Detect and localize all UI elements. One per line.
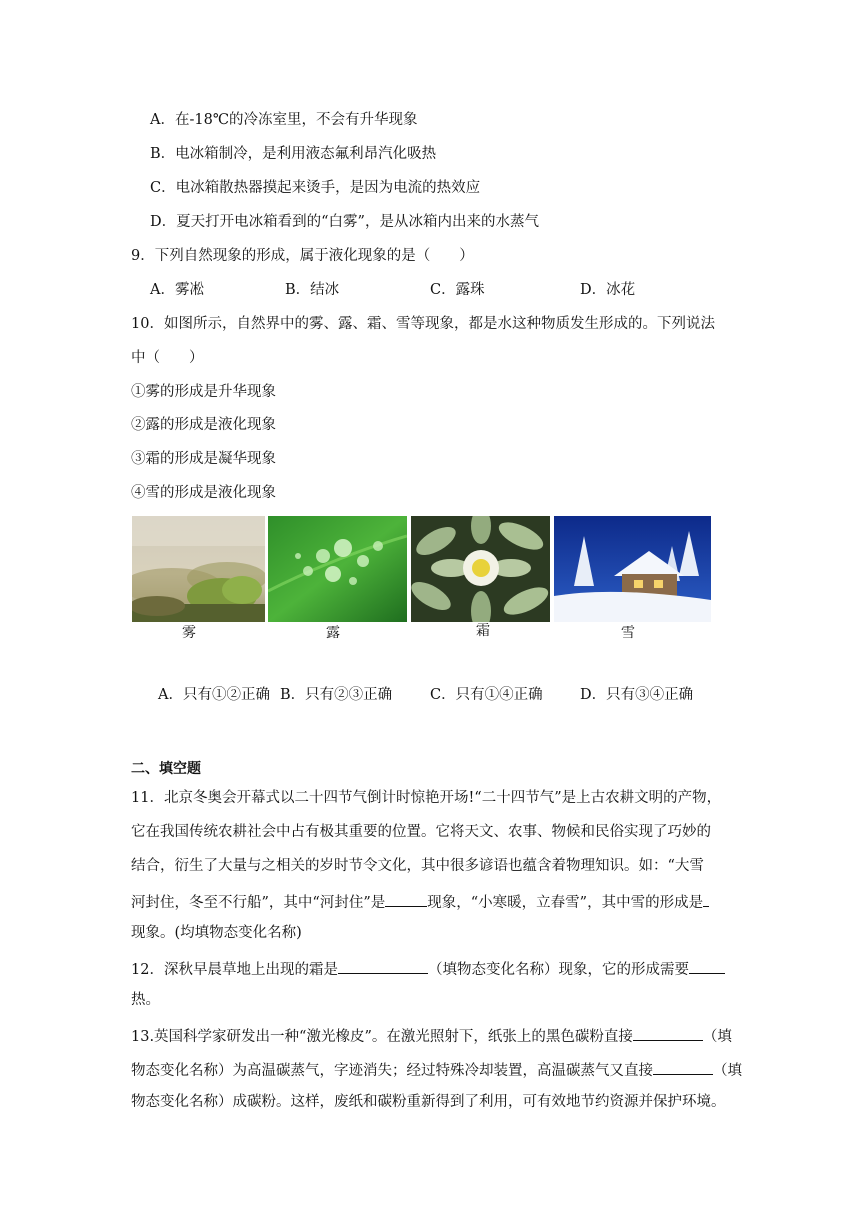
q10-stem-line2: 中（ ）: [131, 350, 204, 366]
q11-line1: 11．北京冬奥会开幕式以二十四节气倒计时惊艳开场!“二十四节气”是上古农耕文明的产物，: [131, 790, 722, 806]
q12-text-a: 12．深秋早晨草地上出现的霜是: [131, 962, 338, 978]
q10-statement-3: ③霜的形成是凝华现象: [131, 451, 276, 467]
q9-option-d: D．冰花: [580, 282, 636, 298]
q10-stem-line1: 10．如图所示，自然界中的雾、露、霜、雪等现象，都是水这种物质发生形成的。下列说法: [131, 316, 715, 332]
q10-option-a: A．只有①②正确: [158, 687, 270, 703]
q13-line2: [131, 1058, 742, 1081]
fog-caption: 雾: [182, 625, 196, 641]
q12-line2: 热。: [131, 992, 160, 1008]
q8-option-d: D．夏天打开电冰箱看到的“白雾”，是从冰箱内出来的水蒸气: [150, 214, 539, 230]
dew-caption: 露: [326, 625, 340, 641]
q11-line3: 结合，衍生了大量与之相关的岁时节令文化，其中很多谚语也蕴含着物理知识。如：“大雪: [131, 858, 704, 874]
q10-statement-2: ②露的形成是液化现象: [131, 417, 276, 433]
q11-blank-2[interactable]: [703, 890, 709, 907]
q12-line1: [131, 957, 725, 980]
q12-blank-1[interactable]: [338, 957, 428, 974]
q13-text-a: 13.英国科学家研发出一种“激光橡皮”。在激光照射下，纸张上的黑色碳粉直接: [131, 1029, 633, 1045]
q11-blank-1[interactable]: [385, 890, 427, 907]
q8-option-b: B．电冰箱制冷，是利用液态氟利昂汽化吸热: [150, 146, 437, 162]
q11-line4-text-a: 河封住，冬至不行船”，其中“河封住”是: [131, 895, 386, 911]
q13-line1: [131, 1024, 732, 1047]
q9-stem: 9．下列自然现象的形成，属于液化现象的是（ ）: [131, 248, 474, 264]
q9-option-b: B．结冰: [285, 282, 340, 298]
snow-caption: 雪: [621, 625, 635, 641]
q10-statement-4: ④雪的形成是液化现象: [131, 485, 276, 501]
q10-option-c: C．只有①④正确: [430, 687, 543, 703]
q13-line3: 物态变化名称）成碳粉。这样，废纸和碳粉重新得到了利用，可有效地节约资源并保护环境。: [131, 1094, 726, 1110]
section-heading: 二、填空题: [131, 761, 201, 777]
frost-caption: 霜: [476, 623, 490, 639]
fog-photo: [132, 516, 265, 622]
q8-option-c: C．电冰箱散热器摸起来烫手，是因为电流的热效应: [150, 180, 481, 196]
q10-option-b: B．只有②③正确: [280, 687, 393, 703]
q12-text-b: （填物态变化名称）现象，它的形成需要: [427, 962, 689, 978]
q9-option-c: C．露珠: [430, 282, 485, 298]
q12-blank-2[interactable]: [689, 957, 725, 974]
q13-blank-1[interactable]: [633, 1024, 703, 1041]
q11-line4-text-b: 现象，“小寒暖，立春雪”，其中雪的形成是: [427, 895, 704, 911]
q13-text-d: （填: [713, 1063, 742, 1079]
snow-photo: [554, 516, 711, 622]
q9-option-a: A．雾凇: [150, 282, 204, 298]
q13-text-b: （填: [702, 1029, 732, 1045]
q13-text-c: 物态变化名称）为高温碳蒸气，字迹消失；经过特殊冷却装置，高温碳蒸气又直接: [131, 1063, 653, 1079]
q11-line4: [131, 890, 709, 913]
frost-photo: [411, 516, 550, 622]
q11-line2: 它在我国传统农耕社会中占有极其重要的位置。它将天文、农事、物候和民俗实现了巧妙的: [131, 824, 711, 840]
q11-line5: 现象。(均填物态变化名称): [131, 925, 302, 941]
q8-option-a: A．在-18℃的冷冻室里，不会有升华现象: [150, 112, 418, 128]
q10-option-d: D．只有③④正确: [580, 687, 694, 703]
q13-blank-2[interactable]: [653, 1058, 713, 1075]
dew-photo: [268, 516, 407, 622]
q10-statement-1: ①雾的形成是升华现象: [131, 384, 276, 400]
